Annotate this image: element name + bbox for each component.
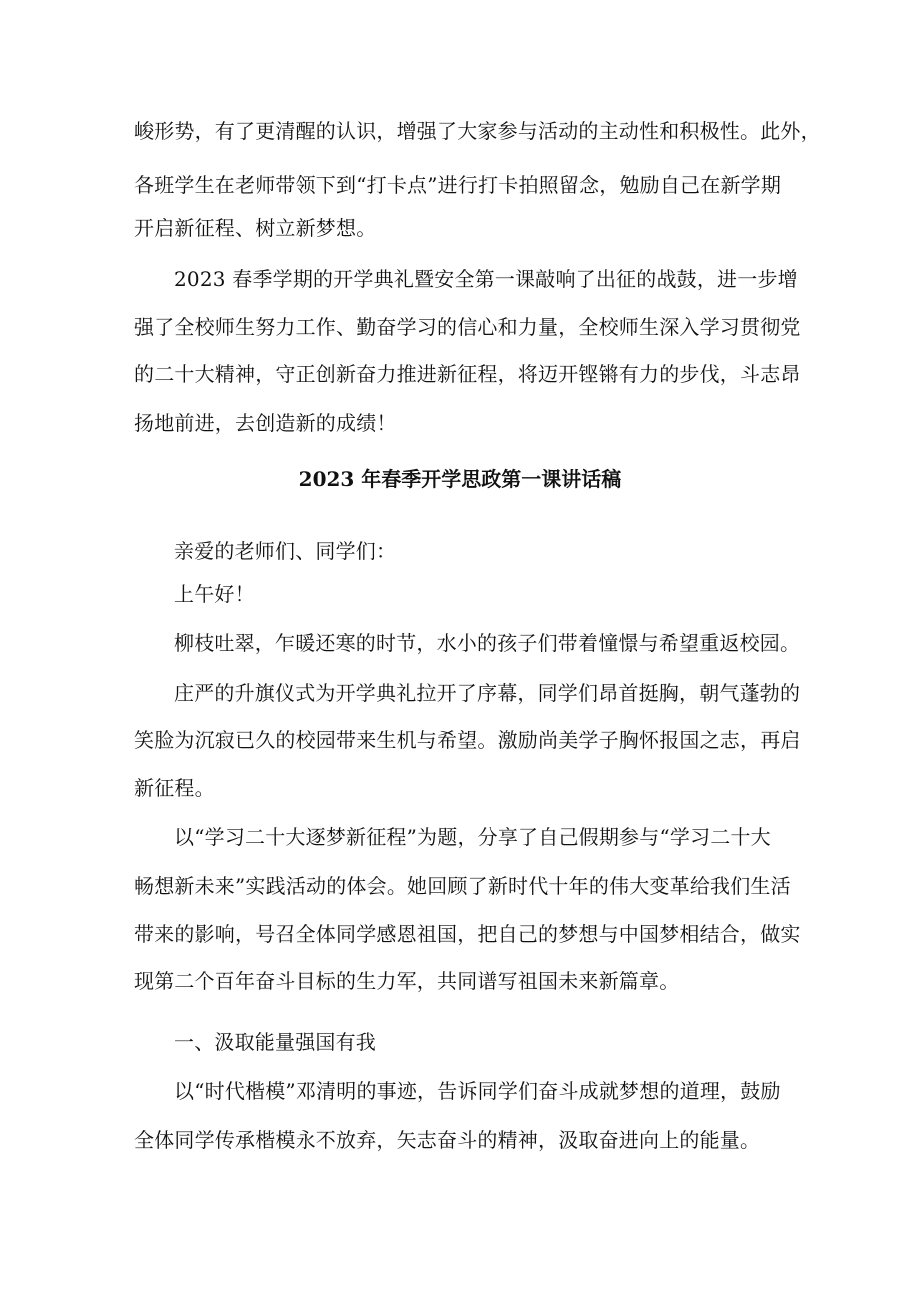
paragraph-line: 强了全校师生努力工作、勤奋学习的信心和力量，全校师生深入学习贯彻党 <box>134 315 801 339</box>
paragraph-line: 峻形势，有了更清醒的认识，增强了大家参与活动的主动性和积极性。此外， <box>134 119 821 143</box>
document-title: 2023 年春季开学思政第一课讲话稿 <box>298 467 622 491</box>
paragraph-line: 现第二个百年奋斗目标的生力军，共同谱写祖国未来新篇章。 <box>134 969 680 993</box>
paragraph-line: 的二十大精神，守正创新奋力推进新征程，将迈开铿锵有力的步伐，斗志昂 <box>134 362 801 386</box>
section-heading: 一、汲取能量强国有我 <box>174 1030 376 1054</box>
paragraph-line: 庄严的升旗仪式为开学典礼拉开了序幕，同学们昂首挺胸，朝气蓬勃的 <box>174 681 801 705</box>
paragraph-line: 畅想新未来”实践活动的体会。她回顾了新时代十年的伟大变革给我们生活 <box>134 874 791 898</box>
paragraph-line: 扬地前进，去创造新的成绩！ <box>134 411 397 435</box>
paragraph-line: 全体同学传承楷模永不放弃，矢志奋斗的精神，汲取奋进向上的能量。 <box>134 1128 761 1152</box>
paragraph-line: 各班学生在老师带领下到“打卡点”进行打卡拍照留念，勉励自己在新学期 <box>134 173 782 197</box>
paragraph-line: 新征程。 <box>134 776 215 800</box>
paragraph-line: 以“学习二十大逐梦新征程”为题，分享了自己假期参与“学习二十大 <box>174 825 771 849</box>
greeting-line: 亲爱的老师们、同学们： <box>174 539 397 563</box>
hello-line: 上午好！ <box>174 582 255 606</box>
paragraph-line: 开启新征程、树立新梦想。 <box>134 216 377 240</box>
paragraph-line: 柳枝吐翠，乍暖还寒的时节，水小的孩子们带着憧憬与希望重返校园。 <box>174 631 801 655</box>
paragraph-line: 带来的影响，号召全体同学感恩祖国，把自己的梦想与中国梦相结合，做实 <box>134 922 801 946</box>
paragraph-line: 2023 春季学期的开学典礼暨安全第一课敲响了出征的战鼓，进一步增 <box>174 267 798 291</box>
paragraph-line: 笑脸为沉寂已久的校园带来生机与希望。激励尚美学子胸怀报国之志，再启 <box>134 728 801 752</box>
paragraph-line: 以“时代楷模”邓清明的事迹，告诉同学们奋斗成就梦想的道理，鼓励 <box>174 1079 781 1103</box>
